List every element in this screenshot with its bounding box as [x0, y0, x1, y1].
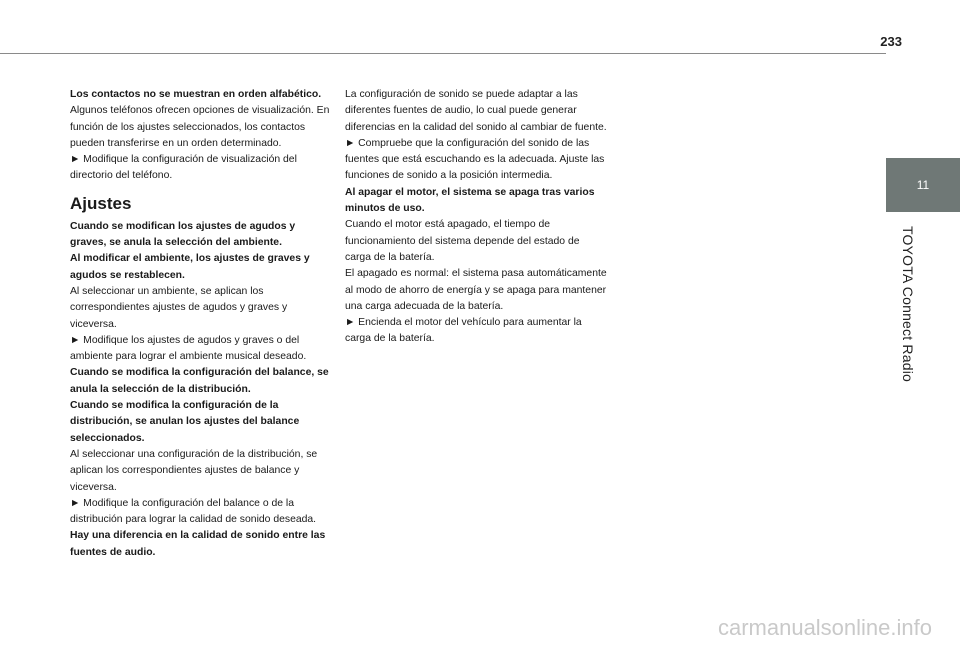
section-title: TOYOTA Connect Radio — [900, 226, 916, 382]
faq-answer: Algunos teléfonos ofrecen opciones de visualización. En función de los ajustes seleccionados, los contactos pueden transferirse en un orden determinado. — [70, 105, 330, 149]
watermark: carmanualsonline.info — [717, 615, 932, 640]
faq-answer: Cuando el motor está apagado, el tiempo de funcionamiento del sistema depende del estado de carga de la batería. — [345, 219, 580, 263]
faq-question: Los contactos no se muestran en orden alfabético. — [70, 89, 322, 100]
side-bar — [886, 129, 960, 158]
faq-action: ► Modifique la configuración de visualización del directorio del teléfono. — [70, 154, 297, 182]
faq-question: Cuando se modifica la configuración del balance, se anula la selección de la distribución. — [70, 367, 329, 395]
chapter-tab — [886, 158, 960, 212]
faq-action: ► Compruebe que la configuración del sonido de las fuentes que está escuchando es la adecuada. Ajuste las funciones de sonido a la posición intermedia. — [345, 137, 605, 182]
left-column — [70, 87, 332, 561]
faq-action: ► Encienda el motor del vehículo para aumentar la carga de la batería. — [345, 317, 582, 345]
section-heading: Ajustes — [70, 193, 132, 213]
faq-question: Hay una diferencia en la calidad de sonido entre las fuentes de audio. — [70, 530, 326, 558]
right-column — [345, 87, 607, 348]
faq-action: ► Modifique los ajustes de agudos y graves o del ambiente para lograr el ambiente musical deseado. — [70, 334, 307, 363]
faq-action: ► Modifique la configuración del balance o de la distribución para lograr la calidad de sonido deseada. — [70, 497, 317, 526]
faq-question: Cuando se modifican los ajustes de agudos y graves, se anula la selección del ambiente. — [70, 220, 296, 249]
faq-question: Cuando se modifica la configuración de la distribución, se anulan los ajustes del balance seleccionados. — [70, 400, 300, 444]
top-rule — [0, 53, 886, 54]
faq-answer: El apagado es normal: el sistema pasa automáticamente al modo de ahorro de energía y se apaga para mantener una carga adecuada de la batería. — [345, 268, 607, 312]
page-number: 233 — [880, 34, 902, 49]
faq-question: Al apagar el motor, el sistema se apaga tras varios minutos de uso. — [345, 186, 595, 215]
faq-question: Al modificar el ambiente, los ajustes de graves y agudos se restablecen. — [70, 253, 310, 281]
chapter-number: 11 — [916, 178, 930, 192]
faq-answer: La configuración de sonido se puede adaptar a las diferentes fuentes de audio, lo cual puede generar diferencias en la calidad del sonido al cambiar de fuente. — [345, 89, 607, 133]
faq-answer: Al seleccionar una configuración de la distribución, se aplican los correspondientes ajustes de balance y viceversa. — [70, 448, 318, 493]
faq-answer: Al seleccionar un ambiente, se aplican los correspondientes ajustes de agudos y graves y viceversa. — [70, 285, 288, 330]
